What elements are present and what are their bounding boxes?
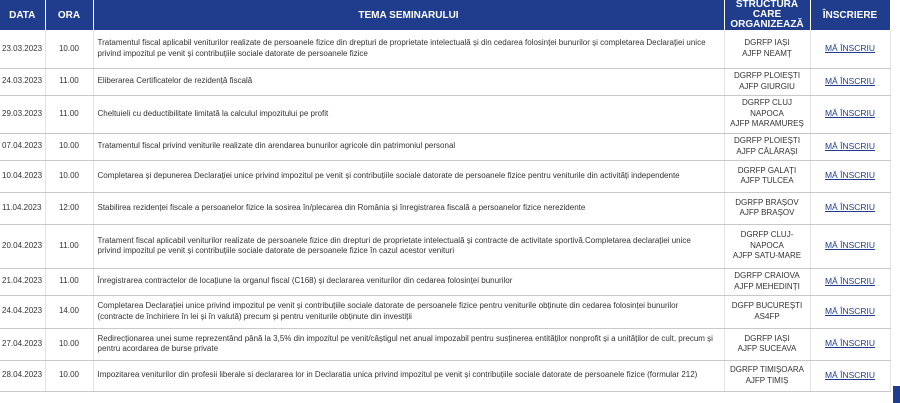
signup-link[interactable]: MĂ ÎNSCRIU xyxy=(824,140,876,151)
header-date: DATA xyxy=(0,0,45,30)
signup-link[interactable]: MĂ ÎNSCRIU xyxy=(824,43,876,53)
row-organizer xyxy=(724,192,810,224)
organizer-line: DGFP BUCUREȘTI xyxy=(731,301,803,310)
row-time: 10.00 xyxy=(45,133,93,160)
row-time: 10.00 xyxy=(45,30,93,68)
header-time: ORA xyxy=(45,0,93,30)
row-date: 23.03.2023 xyxy=(0,30,45,68)
organizer-line: DGRFP PLOIEȘTI xyxy=(733,71,801,80)
row-theme: Redirecționarea unei sume reprezentând până la 3,5% din impozitul pe venit/câștigul net anual impozabil pentru susținerea entităților nonprofit și a unităților de cult, precum și pentru acordarea de burse private xyxy=(93,328,724,360)
row-organizer xyxy=(724,30,810,68)
row-signup-cell xyxy=(810,160,890,192)
header-organizer-line1: STRUCTURA CARE xyxy=(735,0,799,20)
row-date: 10.04.2023 xyxy=(0,160,45,192)
organizer-line: DGRFP IAȘI xyxy=(744,333,790,343)
row-date: 24.04.2023 xyxy=(0,295,45,328)
row-signup-cell xyxy=(810,133,890,160)
table-row xyxy=(0,224,890,268)
signup-link[interactable]: MĂ ÎNSCRIU xyxy=(824,338,876,349)
organizer-line: AJFP BRAȘOV xyxy=(739,208,795,217)
organizer-line: DGRFP IAȘI xyxy=(744,38,790,48)
row-time: 10.00 xyxy=(45,328,93,360)
table-row xyxy=(0,30,890,68)
signup-link[interactable]: MĂ ÎNSCRIU xyxy=(824,75,876,86)
row-date: 24.03.2023 xyxy=(0,68,45,95)
row-date: 29.03.2023 xyxy=(0,95,45,133)
row-signup-cell xyxy=(810,295,890,328)
organizer-line: AJFP TULCEA xyxy=(740,176,794,185)
organizer-line: DGRFP GALAȚI xyxy=(737,165,797,175)
row-date: 27.04.2023 xyxy=(0,328,45,360)
signup-link[interactable]: MĂ ÎNSCRIU xyxy=(824,170,876,181)
row-date: 20.04.2023 xyxy=(0,224,45,268)
organizer-line: AJFP NEAMȚ xyxy=(742,48,792,58)
table-row xyxy=(0,268,890,295)
table-row xyxy=(0,328,890,360)
table-row xyxy=(0,95,890,133)
row-date: 11.04.2023 xyxy=(0,192,45,224)
row-organizer xyxy=(724,295,810,328)
row-organizer xyxy=(724,160,810,192)
row-theme: Tratamentul fiscal aplicabil veniturilor realizate de persoanele fizice din drepturi de proprietate intelectuală și din cedarea folosinței bunurilor și completarea Declarației unice privind impozitul pe venit și contribuțiile sociale datorate de persoanele fizice xyxy=(93,30,724,68)
row-time: 11.00 xyxy=(45,268,93,295)
row-signup-cell xyxy=(810,192,890,224)
row-organizer xyxy=(724,360,810,391)
row-time: 10.00 xyxy=(45,360,93,391)
organizer-line: AJFP MEHEDINȚI xyxy=(734,281,800,291)
organizer-line: DGRFP PLOIEȘTI xyxy=(733,136,801,145)
signup-link[interactable]: MĂ ÎNSCRIU xyxy=(824,202,876,213)
organizer-line: NAPOCA xyxy=(750,240,784,250)
header-theme: TEMA SEMINARULUI xyxy=(93,0,724,30)
row-theme: Completarea și depunerea Declarației unice privind impozitul pe venit și contribuțiile sociale datorate de persoanele fizice pentru veniturile din activități independente xyxy=(93,160,724,192)
table-row xyxy=(0,360,890,391)
row-theme: Cheltuieli cu deductibilitate limitată la calculul impozitului pe profit xyxy=(93,95,724,133)
row-signup-cell xyxy=(810,68,890,95)
side-tab[interactable] xyxy=(893,386,900,403)
organizer-line: AJFP MARAMUREȘ xyxy=(730,119,804,129)
row-theme: Stabilirea rezidenței fiscale a persoanelor fizice la sosirea în/plecarea din România și înregistrarea fiscală a persoanelor fizice nerezidente xyxy=(93,192,724,224)
table-row xyxy=(0,133,890,160)
organizer-line: DGRFP TIMIȘOARA xyxy=(730,365,804,374)
row-time: 11.00 xyxy=(45,68,93,95)
table-row xyxy=(0,68,890,95)
organizer-line: AJFP CĂLĂRAȘI xyxy=(736,146,798,156)
organizer-line: AS4FP xyxy=(754,311,780,321)
row-theme: Înregistrarea contractelor de locațiune la organul fiscal (C168) și declararea veniturilor din cedarea folosinței bunurilor xyxy=(93,268,724,295)
row-signup-cell xyxy=(810,328,890,360)
row-theme: Impozitarea veniturilor din profesii liberale si declararea lor in Declaratia unica privind impozitul pe venit și contribuțiile sociale datorate de persoanele fizice (formular 212) xyxy=(93,360,724,391)
organizer-line: DGRFP CLUJ- xyxy=(740,230,794,240)
row-date: 07.04.2023 xyxy=(0,133,45,160)
row-time: 10.00 xyxy=(45,160,93,192)
row-time: 11.00 xyxy=(45,224,93,268)
header-signup: ÎNSCRIERE xyxy=(810,0,890,30)
row-time: 14.00 xyxy=(45,295,93,328)
row-theme: Tratamentul fiscal privind veniturile realizate din arendarea bunurilor agricole din patrimoniul personal xyxy=(93,133,724,160)
row-theme: Eliberarea Certificatelor de rezidență fiscală xyxy=(93,68,724,95)
signup-link[interactable]: MĂ ÎNSCRIU xyxy=(824,108,876,119)
row-signup-cell xyxy=(810,95,890,133)
header-organizer xyxy=(724,0,810,30)
organizer-line: NAPOCA xyxy=(750,108,784,118)
table-row xyxy=(0,160,890,192)
header-organizer-line2: ORGANIZEAZĂ xyxy=(730,19,804,30)
row-organizer xyxy=(724,95,810,133)
row-date: 21.04.2023 xyxy=(0,268,45,295)
row-signup-cell xyxy=(810,224,890,268)
signup-link[interactable]: MĂ ÎNSCRIU xyxy=(824,275,876,286)
row-signup-cell xyxy=(810,30,890,68)
row-organizer xyxy=(724,268,810,295)
row-organizer xyxy=(724,224,810,268)
table-row xyxy=(0,192,890,224)
organizer-line: DGRFP CRAIOVA xyxy=(734,271,800,280)
signup-link[interactable]: MĂ ÎNSCRIU xyxy=(824,305,876,316)
table-row xyxy=(0,295,890,328)
signup-link[interactable]: MĂ ÎNSCRIU xyxy=(824,240,876,251)
row-theme: Completarea Declarației unice privind impozitul pe venit și contribuțiile sociale datorate de persoanele fizice pentru veniturile obținute din cedarea folosinței bunurilor (contracte de închiriere în lei și în valută) precum și pentru veniturile obținute din investiții xyxy=(93,295,724,328)
organizer-line: AJFP SATU-MARE xyxy=(732,251,802,261)
organizer-line: AJFP GIURGIU xyxy=(739,81,795,91)
row-time: 12:00 xyxy=(45,192,93,224)
row-signup-cell xyxy=(810,268,890,295)
organizer-line: DGRFP BRAȘOV xyxy=(735,197,799,207)
row-theme: Tratament fiscal aplicabil veniturilor realizate de persoanele fizice din drepturi de proprietate intelectuală și contracte de activitate sportivă.Completarea declarației unice privind impozitul pe venit și contribuțiile sociale datorate de persoanele fizice în cazul acestor venituri xyxy=(93,224,724,268)
row-organizer xyxy=(724,328,810,360)
organizer-line: AJFP SUCEAVA xyxy=(737,344,797,353)
signup-link[interactable]: MĂ ÎNSCRIU xyxy=(824,369,876,380)
row-date: 28.04.2023 xyxy=(0,360,45,391)
organizer-line: DGRFP CLUJ xyxy=(741,98,793,108)
organizer-line: AJFP TIMIȘ xyxy=(745,375,789,385)
row-organizer xyxy=(724,133,810,160)
table-body xyxy=(0,30,890,391)
row-organizer xyxy=(724,68,810,95)
row-time: 11.00 xyxy=(45,95,93,133)
row-signup-cell xyxy=(810,360,890,391)
table-header xyxy=(0,0,890,30)
